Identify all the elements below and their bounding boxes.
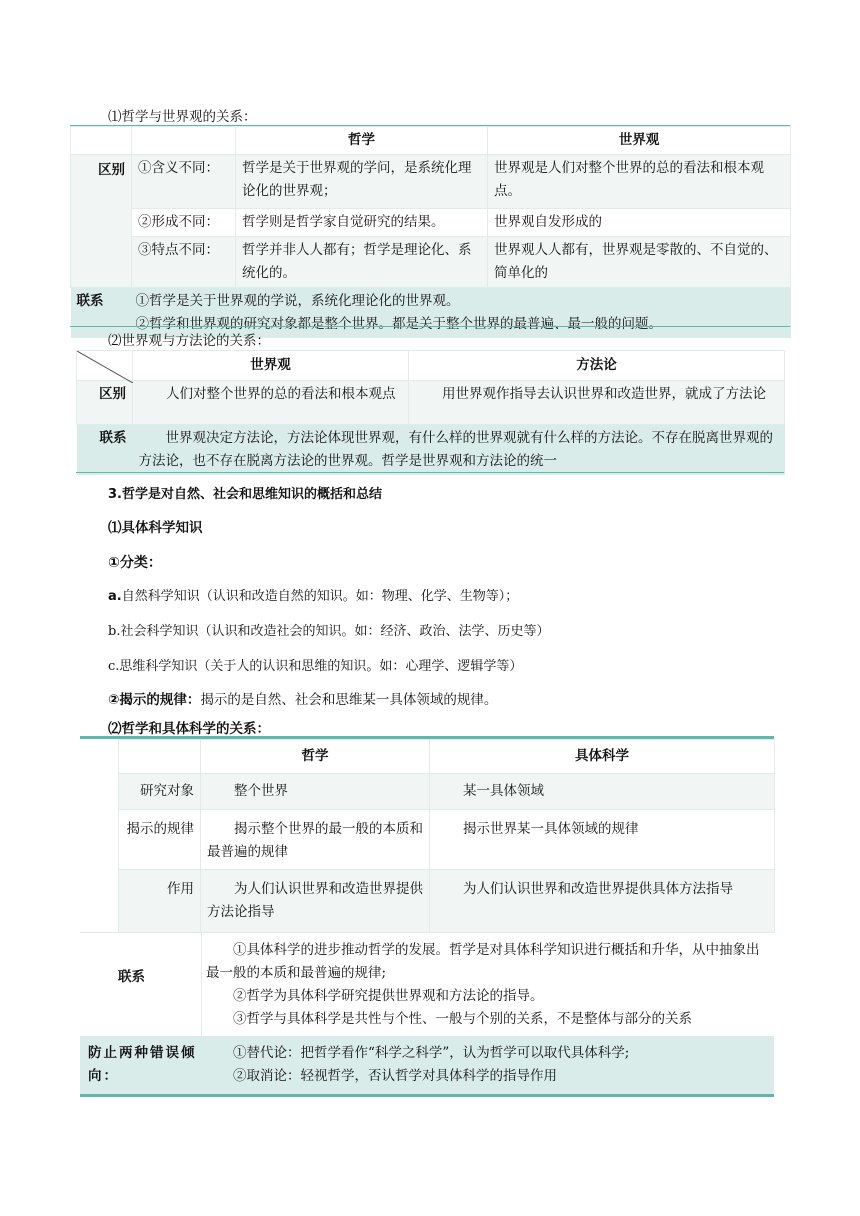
cuowu-line: ②取消论：轻视哲学，否认哲学对具体科学的指导作用 [233, 1068, 557, 1084]
lianxi-line: ②哲学和世界观的研究对象都是整个世界。都是关于整个世界的最普遍、最一般的问题。 [135, 316, 662, 332]
lianxi-text: 世界观决定方法论，方法论体现世界观，有什么样的世界观就有什么样的方法论。不存在脱离世界观的方法论，也不存在脱离方法论的世界观。哲学是世界观和方法论的统一 [133, 425, 785, 476]
row-header-lianxi: 联系 [77, 425, 133, 476]
list-item [108, 655, 522, 674]
row-label: ③特点不同： [132, 237, 236, 288]
row-header-lianxi: 联系 [118, 969, 145, 985]
list-item [108, 585, 518, 604]
row-label: 揭示的规律 [119, 810, 201, 870]
row-header-qubie [71, 155, 132, 288]
qubie-label: 区别 [98, 162, 125, 178]
row-label: ①含义不同： [132, 155, 236, 209]
row-label: 研究对象 [119, 774, 201, 810]
row-header-lianxi: 联系 [71, 288, 132, 339]
col-header-shijieguan: 世界观 [488, 127, 791, 155]
row-label: 作用 [119, 870, 201, 933]
list-item-text: 社会科学知识（认识和改造社会的知识。如：经济、政治、法学、历史等） [120, 624, 550, 639]
subheading-relation: ⑵哲学和具体科学的关系： [108, 721, 270, 737]
cell-shijieguan: 世界观人人都有，世界观是零散的、不自觉的、简单化的 [488, 237, 791, 288]
cell-juti-kexue: 为人们认识世界和改造世界提供具体方法指导 [430, 870, 775, 933]
table2-bottom-rule [76, 472, 784, 473]
cell-zhexue: 揭示整个世界的最一般的本质和最普遍的规律 [201, 810, 430, 870]
table3-left-blank [80, 739, 119, 932]
list-item-prefix: a. [108, 589, 122, 604]
row-header-cuowu: 防止两种错误倾向： [88, 1045, 197, 1084]
col-header-zhexue: 哲学 [201, 740, 430, 774]
list-item-text: 自然科学知识（认识和改造自然的知识。如：物理、化学、生物等）； [121, 589, 519, 604]
section3-heading: 3.哲学是对自然、社会和思维知识的概括和总结 [108, 487, 382, 502]
law-label: ②揭示的规律： [108, 692, 201, 708]
list-item-prefix: b. [108, 624, 121, 639]
lianxi-block [80, 932, 774, 1037]
col-header-fangfalun: 方法论 [409, 351, 785, 381]
section2-heading: ⑵世界观与方法论的关系： [108, 333, 270, 349]
table3-bottom-rule [80, 1094, 774, 1097]
table-philosophy-science [118, 739, 775, 933]
lianxi-divider [201, 933, 202, 1037]
lianxi-line: ②哲学为具体科学研究提供世界观和方法论的指导。 [233, 988, 544, 1004]
cell-zhexue: 哲学并非人人都有；哲学是理论化、系统化的。 [236, 237, 488, 288]
law-line [108, 688, 497, 708]
subheading-specific-science: ⑴具体科学知识 [108, 520, 203, 536]
list-item-text: 思维科学知识（关于人的认识和思维的知识。如：心理学、逻辑学等） [119, 659, 523, 674]
cell-zhexue: 为人们认识世界和改造世界提供方法论指导 [201, 870, 430, 933]
list-item [108, 620, 549, 639]
law-text: 揭示的是自然、社会和思维某一具体领域的规律。 [200, 692, 498, 708]
diagonal-line [77, 351, 133, 383]
cuowu-block [80, 1036, 774, 1094]
cell-zhexue: 哲学是关于世界观的学问，是系统化理论化的世界观； [236, 155, 488, 209]
diagonal-corner-cell [77, 351, 133, 381]
cell-zhexue: 整个世界 [201, 774, 430, 810]
col-header-zhexue: 哲学 [236, 127, 488, 155]
col-header-shijieguan: 世界观 [133, 351, 409, 381]
cell-shijieguan: 世界观自发形成的 [488, 209, 791, 237]
lianxi-line: ①哲学是关于世界观的学说，系统化理论化的世界观。 [135, 293, 460, 309]
col-header-juti-kexue: 具体科学 [430, 740, 775, 774]
cuowu-line: ①替代论：把哲学看作“科学之科学”，认为哲学可以取代具体科学; [233, 1045, 630, 1061]
lianxi-line: ③哲学与具体科学是共性与个性、一般与个别的关系，不是整体与部分的关系 [233, 1011, 692, 1027]
row-label: ②形成不同： [132, 209, 236, 237]
cell-juti-kexue: 揭示世界某一具体领域的规律 [430, 810, 775, 870]
subheading-classification: ①分类： [108, 555, 162, 571]
cell-fangfalun: 用世界观作指导去认识世界和改造世界，就成了方法论 [409, 381, 785, 425]
table-philosophy-worldview [70, 126, 791, 338]
lianxi-line: ①具体科学的进步推动哲学的发展。哲学是对具体科学知识进行概括和升华，从中抽象出最一般的本质和最普遍的规律; [206, 942, 760, 981]
cell-zhexue: 哲学则是哲学家自觉研究的结果。 [236, 209, 488, 237]
row-header-qubie: 区别 [77, 381, 133, 425]
section1-heading: ⑴哲学与世界观的关系： [108, 109, 257, 125]
cell-shijieguan: 世界观是人们对整个世界的总的看法和根本观点。 [488, 155, 791, 209]
cell-shijieguan: 人们对整个世界的总的看法和根本观点 [133, 381, 409, 425]
table-worldview-methodology [76, 350, 785, 475]
table1-bottom-rule [70, 326, 790, 327]
cuowu-lines [206, 1042, 766, 1088]
list-item-prefix: c. [108, 659, 120, 674]
lianxi-lines [206, 939, 766, 1031]
cell-juti-kexue: 某一具体领域 [430, 774, 775, 810]
